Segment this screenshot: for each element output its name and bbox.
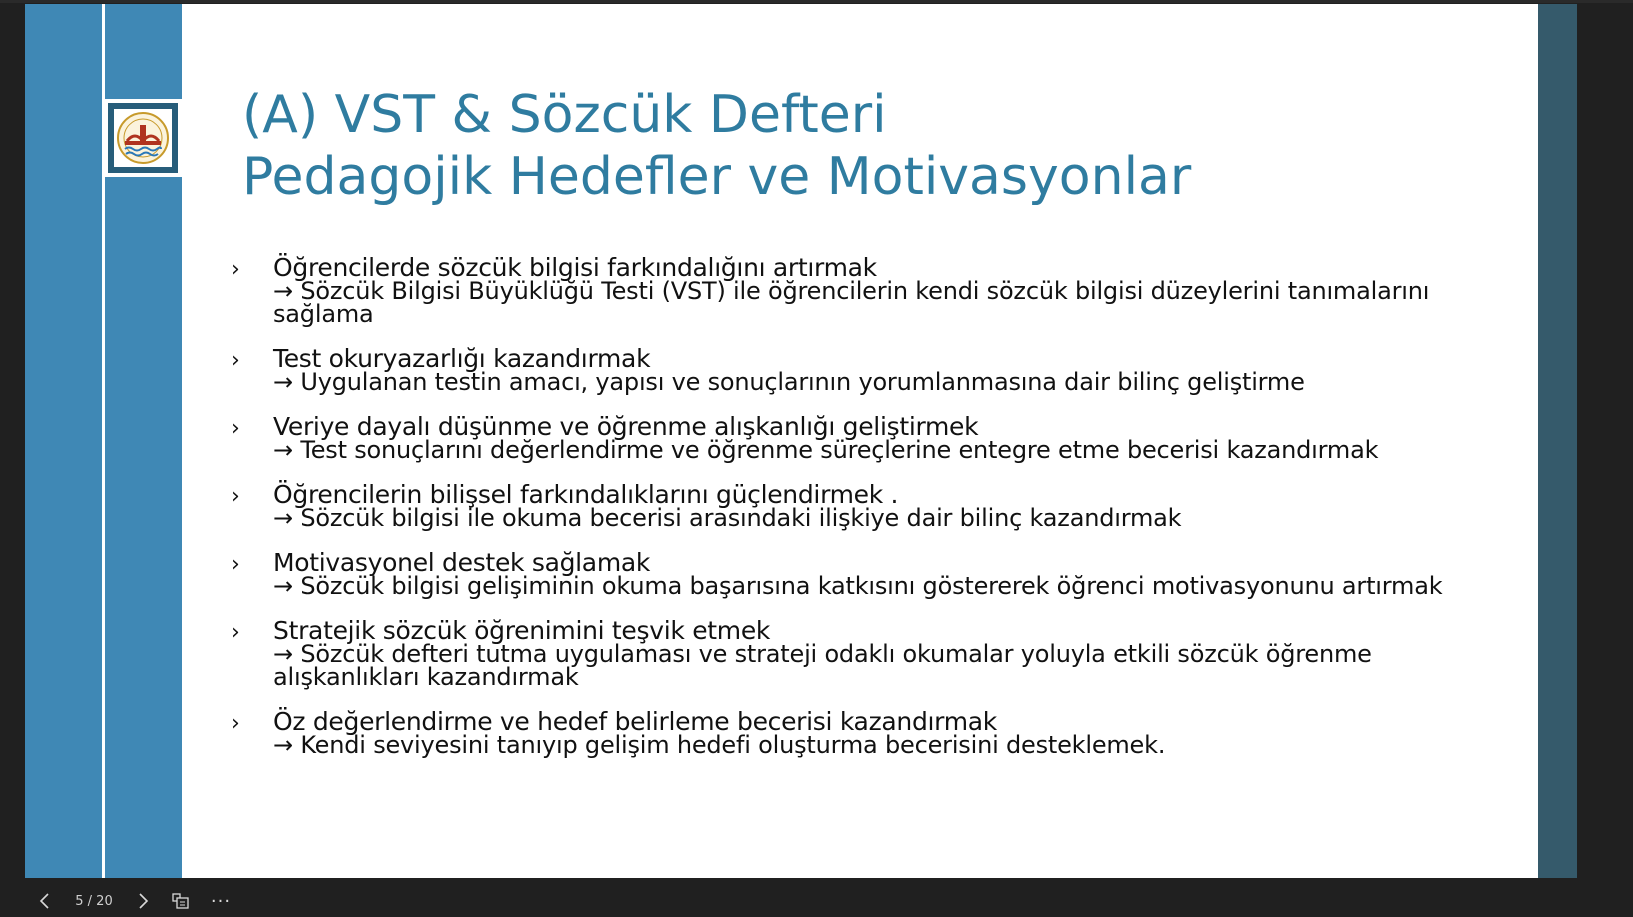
slide-title-line-1: (A) VST & Sözcük Defteri xyxy=(242,85,887,145)
chevron-left-icon xyxy=(38,892,52,910)
bullet-item xyxy=(231,616,1481,691)
bullet-detail: → Sözcük bilgisi gelişiminin okuma başarısına katkısını göstererek öğrenci motivasyonunu artırmak xyxy=(273,572,1443,600)
slide-title-line-2: Pedagojik Hedefler ve Motivasyonlar xyxy=(242,147,1192,207)
bullet-marker: › xyxy=(231,257,240,282)
bullet-detail: → Sözcük Bilgisi Büyüklüğü Testi (VST) ile öğrencilerin kendi sözcük bilgisi düzeylerini tanımalarını sağlama xyxy=(273,277,1430,328)
bullet-heading: Öz değerlendirme ve hedef belirleme becerisi kazandırmak xyxy=(273,707,997,736)
bullet-heading: Öğrencilerin bilişsel farkındalıklarını güçlendirmek . xyxy=(273,480,899,509)
viewer-toolbar xyxy=(0,885,1633,917)
bullet-detail: → Sözcük bilgisi ile okuma becerisi arasındaki ilişkiye dair bilinç kazandırmak xyxy=(273,504,1182,532)
university-bridge-logo-icon xyxy=(116,111,170,165)
more-options-button[interactable]: ··· xyxy=(210,890,232,912)
bullet-heading: Motivasyonel destek sağlamak xyxy=(273,548,651,577)
bullet-item xyxy=(231,253,1481,328)
viewer-top-edge xyxy=(0,0,1633,3)
previous-slide-button[interactable] xyxy=(32,885,58,917)
bullet-heading: Veriye dayalı düşünme ve öğrenme alışkanlığı geliştirmek xyxy=(273,412,979,441)
bullet-marker: › xyxy=(231,620,240,645)
bullet-heading: Stratejik sözcük öğrenimini teşvik etmek xyxy=(273,616,771,645)
bullet-detail: → Sözcük defteri tutma uygulaması ve strateji odaklı okumalar yoluyla etkili sözcük öğrenme alışkanlıkları kazandırmak xyxy=(273,640,1372,691)
left-decor-band-outer xyxy=(25,4,102,878)
next-slide-button[interactable] xyxy=(130,885,156,917)
bullet-item xyxy=(231,480,1481,532)
bullet-marker: › xyxy=(231,552,240,577)
bullet-item xyxy=(231,412,1481,464)
bullet-detail: → Kendi seviyesini tanıyıp gelişim hedefi oluşturma becerisini desteklemek. xyxy=(273,731,1166,759)
bullet-list xyxy=(231,253,1481,778)
bullet-marker: › xyxy=(231,484,240,509)
university-logo xyxy=(104,99,182,177)
chevron-right-icon xyxy=(136,892,150,910)
slide-title xyxy=(242,84,1191,208)
bullet-marker: › xyxy=(231,711,240,736)
page-indicator: 5 / 20 xyxy=(75,893,113,909)
bullet-item xyxy=(231,707,1481,759)
bullet-detail: → Uygulanan testin amacı, yapısı ve sonuçlarının yorumlanmasına dair bilinç geliştirme xyxy=(273,368,1305,396)
thumbnail-view-button[interactable] xyxy=(168,885,194,917)
bullet-heading: Öğrencilerde sözcük bilgisi farkındalığını artırmak xyxy=(273,253,877,282)
bullet-item xyxy=(231,344,1481,396)
thumbnail-view-icon xyxy=(171,891,191,911)
bullet-detail: → Test sonuçlarını değerlendirme ve öğrenme süreçlerine entegre etme becerisi kazandırmak xyxy=(273,436,1379,464)
bullet-marker: › xyxy=(231,348,240,373)
bullet-item xyxy=(231,548,1481,600)
bullet-marker: › xyxy=(231,416,240,441)
right-decor-band xyxy=(1538,4,1577,878)
bullet-heading: Test okuryazarlığı kazandırmak xyxy=(273,344,651,373)
slide-canvas xyxy=(25,4,1577,878)
